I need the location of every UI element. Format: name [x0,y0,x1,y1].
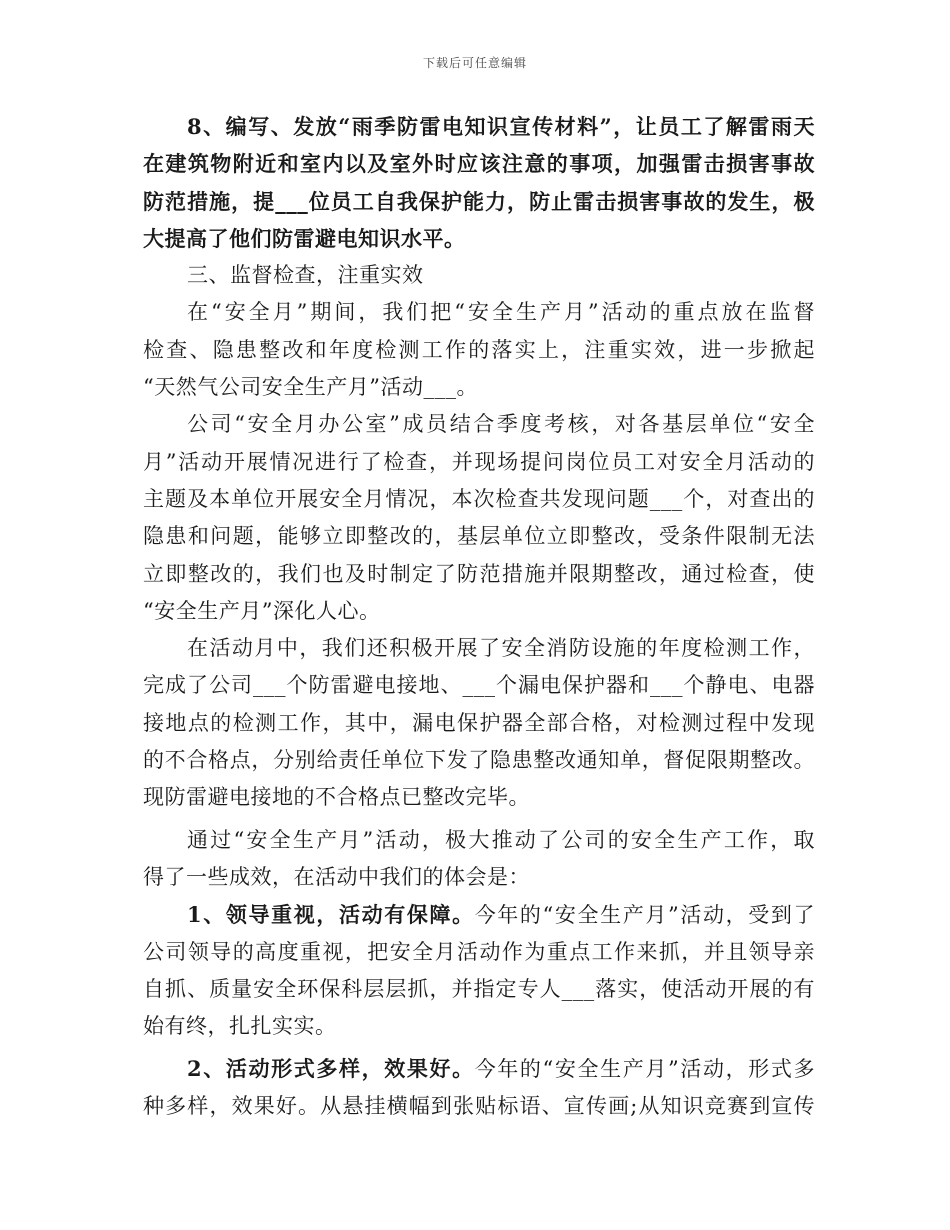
paragraph-line: 种多样，效果好。从悬挂横幅到张贴标语、宣传画;从知识竞赛到宣传 [143,1093,815,1118]
paragraph-line: 主题及本单位开展安全月情况，本次检查共发现问题___个，对查出的 [143,486,815,511]
section-heading: 三、监督检查，注重实效 [187,263,424,288]
paragraph-line: “天然气公司安全生产月”活动___。 [143,375,478,400]
paragraph-line: 得了一些成效，在活动中我们的体会是： [143,864,530,889]
point-lead: 2、活动形式多样，效果好。 [187,1056,475,1082]
page-header: 下载后可任意编辑 [422,56,527,70]
paragraph-line: 现防雷避电接地的不合格点已整改完毕。 [143,785,530,810]
point-lead: 1、领导重视，活动有保障。 [187,902,475,928]
paragraph-line: 始有终，扎扎实实。 [143,1014,337,1039]
paragraph-line: 接地点的检测工作，其中，漏电保护器全部合格，对检测过程中发现 [143,710,815,735]
paragraph-line: 自抓、质量安全环保科层层抓，并指定专人___落实，使活动开展的有 [143,976,815,1001]
paragraph-line: 在活动月中，我们还积极开展了安全消防设施的年度检测工作， [187,636,815,661]
paragraph-line: 隐患和问题，能够立即整改的，基层单位立即整改，受条件限制无法 [143,524,815,549]
paragraph-line: 检查、隐患整改和年度检测工作的落实上，注重实效，进一步掀起 [143,337,815,362]
paragraph-line: 8、编写、发放“雨季防雷电知识宣传材料”，让员工了解雷雨天 [187,114,815,139]
point-text: 今年的“安全生产月”活动，形式多 [474,1057,815,1082]
point-text: 今年的“安全生产月”活动，受到了 [474,903,815,928]
paragraph-line: 在“安全月”期间，我们把“安全生产月”活动的重点放在监督 [187,300,815,325]
paragraph-line [143,1050,815,1087]
paragraph-line: 立即整改的，我们也及时制定了防范措施并限期整改，通过检查，使 [143,561,815,586]
paragraph-line: 的不合格点，分别给责任单位下发了隐患整改通知单，督促限期整改。 [143,748,815,773]
paragraph-line: 月”活动开展情况进行了检查，并现场提问岗位员工对安全月活动的 [143,449,815,474]
paragraph-line: 完成了公司___个防雷避电接地、___个漏电保护器和___个静电、电器 [143,673,815,698]
paragraph-line: 公司“安全月办公室”成员结合季度考核，对各基层单位“安全 [187,412,815,437]
paragraph-line: 通过“安全生产月”活动，极大推动了公司的安全生产工作，取 [187,827,815,852]
paragraph-line: “安全生产月”深化人心。 [143,598,381,623]
document-body [143,108,815,1125]
paragraph-line: 在建筑物附近和室内以及室外时应该注意的事项，加强雷击损害事故 [143,151,815,177]
paragraph-line: 大提高了他们防雷避电知识水平。 [143,225,466,251]
paragraph-line: 防范措施，提___位员工自我保护能力，防止雷击损害事故的发生，极 [143,188,815,214]
paragraph-line: 公司领导的高度重视，把安全月活动作为重点工作来抓，并且领导亲 [143,939,815,964]
paragraph-line [143,896,815,933]
